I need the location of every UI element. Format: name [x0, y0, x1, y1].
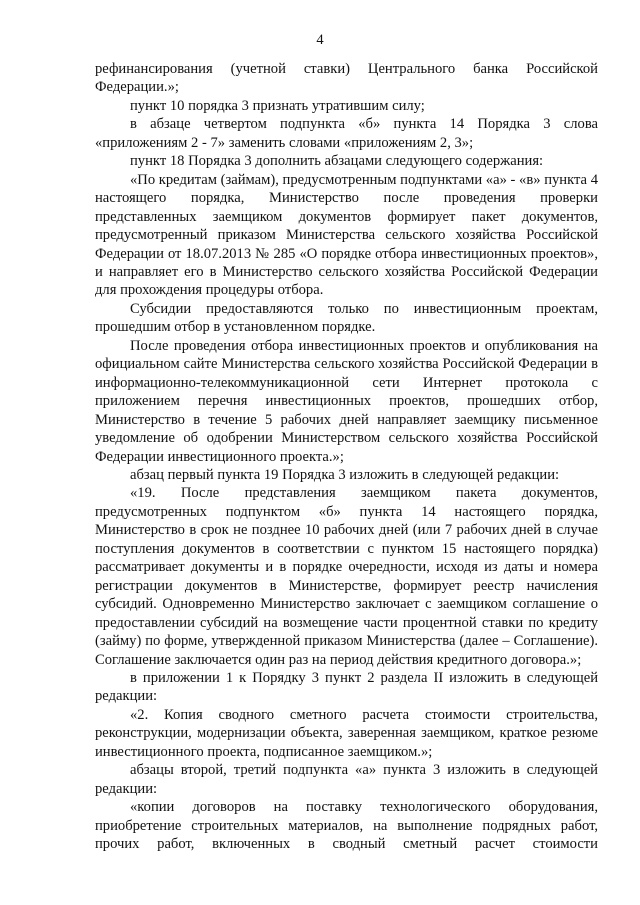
paragraph-3: в абзаце четвертом подпункта «б» пункта 14 Порядка 3 слова «приложениям 2 - 7» заменить словами «приложениям 2, 3»;	[95, 116, 598, 151]
paragraph-11: «2. Копия сводного сметного расчета стоимости строительства, реконструкции, модернизации объекта, заверенная заемщиком, краткое резюме инвестиционного проекта, подписанное заемщиком.»;	[95, 706, 598, 760]
paragraph-4: пункт 18 Порядка 3 дополнить абзацами следующего содержания:	[130, 153, 544, 170]
paragraph-8: абзац первый пункта 19 Порядка 3 изложить в следующей редакции:	[130, 466, 560, 483]
paragraph-5: «По кредитам (займам), предусмотренным подпунктами «а» - «в» пункта 4 настоящего порядка, Министерство после проведения проверки представленных заемщиком документов формирует пакет документов, предусмотренный приказом Министерства сельского хозяйства Российской Федерации от 18.07.2013 № 285 «О порядке отбора инвестиционных проектов», и направляет его в Министерство сельского хозяйства Российской Федерации для прохождения процедуры отбора.	[95, 171, 598, 299]
document-body	[95, 60, 598, 853]
page-number: 4	[316, 32, 324, 48]
paragraph-10: в приложении 1 к Порядку 3 пункт 2 раздела II изложить в следующей редакции:	[95, 669, 598, 705]
paragraph-1: рефинансирования (учетной ставки) Центрального банка Российской Федерации.»;	[95, 61, 598, 96]
paragraph-13: «копии договоров на поставку технологического оборудования, приобретение строительных материалов, на выполнение подрядных работ, прочих работ, включенных в сводный сметный расчет стоимости	[95, 799, 598, 853]
paragraph-9: «19. После представления заемщиком пакета документов, предусмотренных подпунктом «б» пункта 14 настоящего порядка, Министерство в срок не позднее 10 рабочих дней (или 7 рабочих дней в случае поступления документов в соответствии с пунктом 15 настоящего порядка) рассматривает документы и в порядке очередности, исходя из даты и номера регистрации документов в Министерстве, формирует реестр начисления субсидий. Одновременно Министерство заключает с заемщиком соглашение о предоставлении субсидий на возмещение части процентной ставки по кредиту (займу) по форме, утвержденной приказом Министерства (далее – Соглашение). Соглашение заключается один раз на период действия кредитного договора.»;	[95, 485, 598, 668]
paragraph-6: Субсидии предоставляются только по инвестиционным проектам, прошедшим отбор в установленном порядке.	[95, 300, 598, 336]
paragraph-7: После проведения отбора инвестиционных проектов и опубликования на официальном сайте Министерства сельского хозяйства Российской Федерации в информационно-телекоммуникационной сети Интернет протокола с приложением перечня инвестиционных проектов, прошедших отбор, Министерство в течение 5 рабочих дней направляет заемщику письменное уведомление об одобрении Министерством сельского хозяйства Российской Федерации инвестиционного проекта.»;	[95, 337, 598, 465]
paragraph-2: пункт 10 порядка 3 признать утратившим силу;	[130, 97, 425, 114]
paragraph-12: абзацы второй, третий подпункта «а» пункта 3 изложить в следующей редакции:	[95, 762, 598, 797]
